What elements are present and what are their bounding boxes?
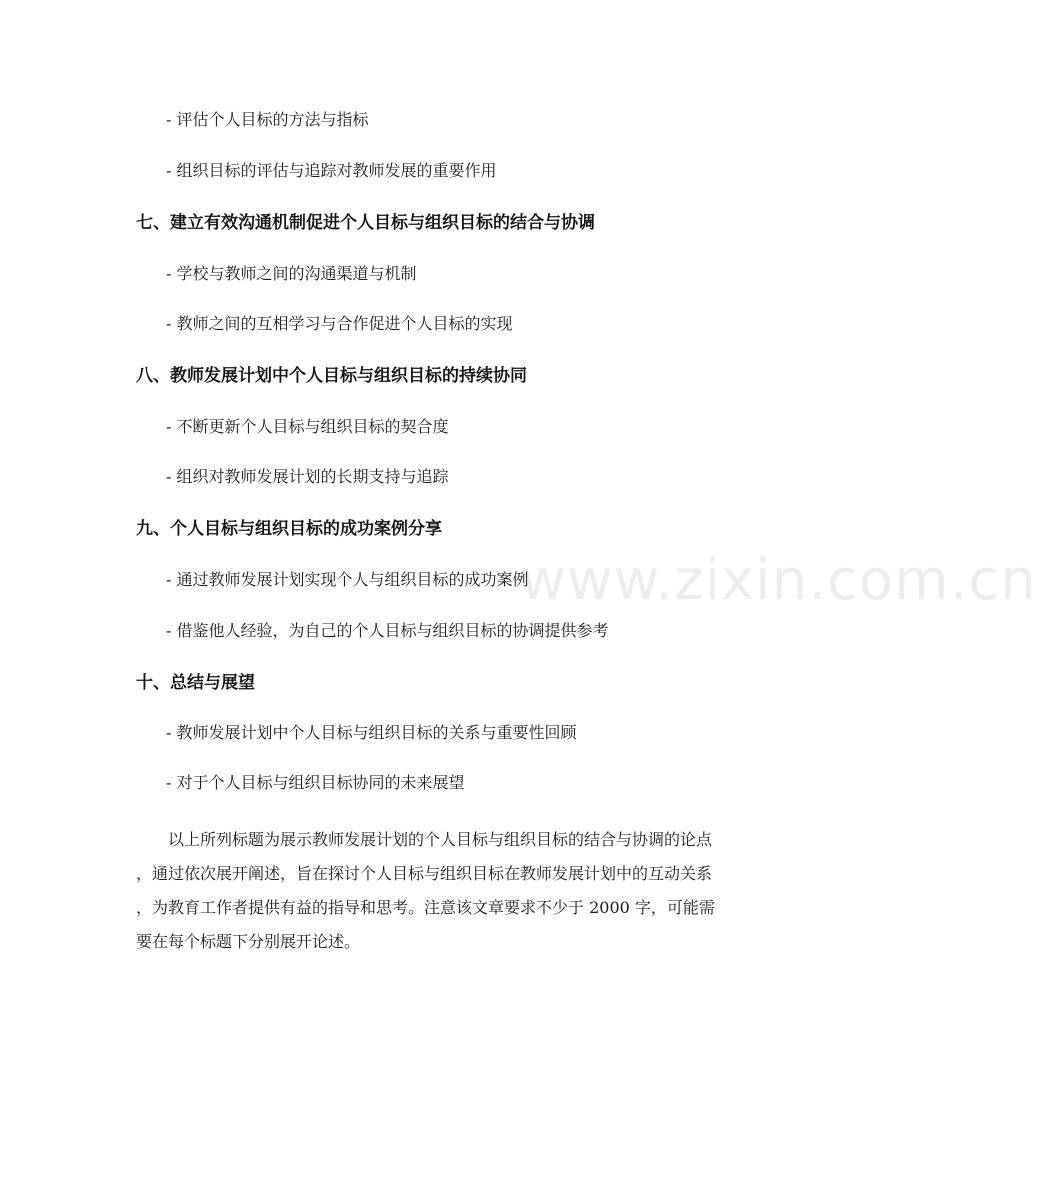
section-heading-7: 七、建立有效沟通机制促进个人目标与组织目标的结合与协调 [136,213,595,233]
list-item: - 组织对教师发展计划的长期支持与追踪 [166,467,449,486]
list-item: - 组织目标的评估与追踪对教师发展的重要作用 [166,161,497,180]
summary-line: 要在每个标题下分别展开论述。 [136,932,361,951]
summary-paragraph [136,823,786,959]
list-item: - 教师之间的互相学习与合作促进个人目标的实现 [166,314,513,333]
list-item: - 通过教师发展计划实现个人与组织目标的成功案例 [166,570,529,589]
summary-line: ，为教育工作者提供有益的指导和思考。注意该文章要求不少于 2000 字，可能需 [136,898,715,917]
list-item: - 借鉴他人经验，为自己的个人目标与组织目标的协调提供参考 [166,621,609,640]
summary-line: 以上所列标题为展示教师发展计划的个人目标与组织目标的结合与协调的论点 [168,830,713,849]
list-item: - 教师发展计划中个人目标与组织目标的关系与重要性回顾 [166,723,577,742]
list-item: - 对于个人目标与组织目标协同的未来展望 [166,773,465,792]
summary-line: ，通过依次展开阐述，旨在探讨个人目标与组织目标在教师发展计划中的互动关系 [136,864,713,883]
section-heading-8: 八、教师发展计划中个人目标与组织目标的持续协同 [136,366,527,386]
list-item: - 不断更新个人目标与组织目标的契合度 [166,417,449,436]
section-heading-10: 十、总结与展望 [136,673,255,693]
list-item: - 学校与教师之间的沟通渠道与机制 [166,264,417,283]
list-item: - 评估个人目标的方法与指标 [166,110,369,129]
section-heading-9: 九、个人目标与组织目标的成功案例分享 [136,519,442,539]
watermark: www.zixin.com.cn [520,548,1037,613]
